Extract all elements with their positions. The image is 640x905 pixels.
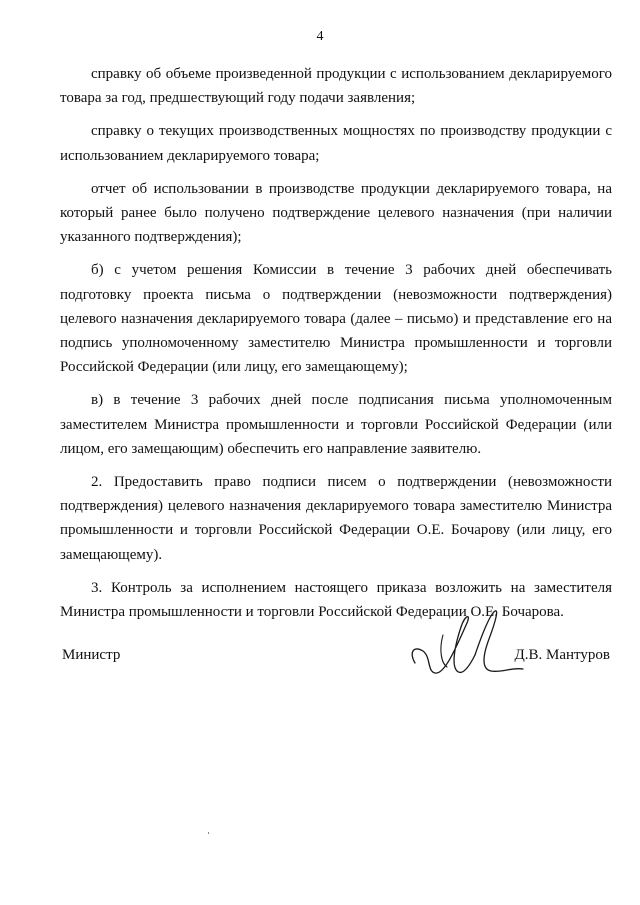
paragraph-clause-2: 2. Предоставить право подписи писем о подтверждении (невозможности подтверждения) целевого назначения декларируемого товара заместителю Министра промышленности и торговли Российской Федерации О.Е. Бочарову (или лицу, его замещающему). xyxy=(60,474,612,563)
scan-speck xyxy=(208,832,209,834)
signatory-title: Министр xyxy=(62,647,121,663)
page-number: 4 xyxy=(316,29,324,44)
signature-block xyxy=(60,643,612,673)
paragraph-usage-report: отчет об использовании в производстве продукции декларируемого товара, на который ранее было получено подтверждение целевого назначения (при наличии указанного подтверждения); xyxy=(60,180,612,246)
paragraph-production-volume-certificate: справку об объеме произведенной продукции с использованием декларируемого товара за год, предшествующий году подачи заявления; xyxy=(60,66,612,107)
document-body xyxy=(60,62,612,624)
paragraph-clause-3: 3. Контроль за исполнением настоящего приказа возложить на заместителя Министра промышленности и торговли Российской Федерации О.Е. Бочарова. xyxy=(60,579,612,621)
paragraph-item-v: в) в течение 3 рабочих дней после подписания письма уполномоченным заместителем Министра промышленности и торговли Российской Федерации (или лицом, его замещающим) обеспечить его направление заявителю. xyxy=(60,392,612,457)
paragraph-item-b: б) с учетом решения Комиссии в течение 3 рабочих дней обеспечивать подготовку проекта письма о подтверждении (невозможности подтверждения) целевого назначения декларируемого товара (далее – письмо) и представление его на подпись уполномоченному заместителю Министра промышленности и торговли Российской Федерации (или лицу, его замещающему); xyxy=(60,262,612,376)
paragraph-production-capacity-certificate: справку о текущих производственных мощностях по производству продукции с использованием декларируемого товара; xyxy=(60,123,612,164)
signatory-name: Д.В. Мантуров xyxy=(514,647,610,663)
handwritten-signature xyxy=(405,605,525,683)
